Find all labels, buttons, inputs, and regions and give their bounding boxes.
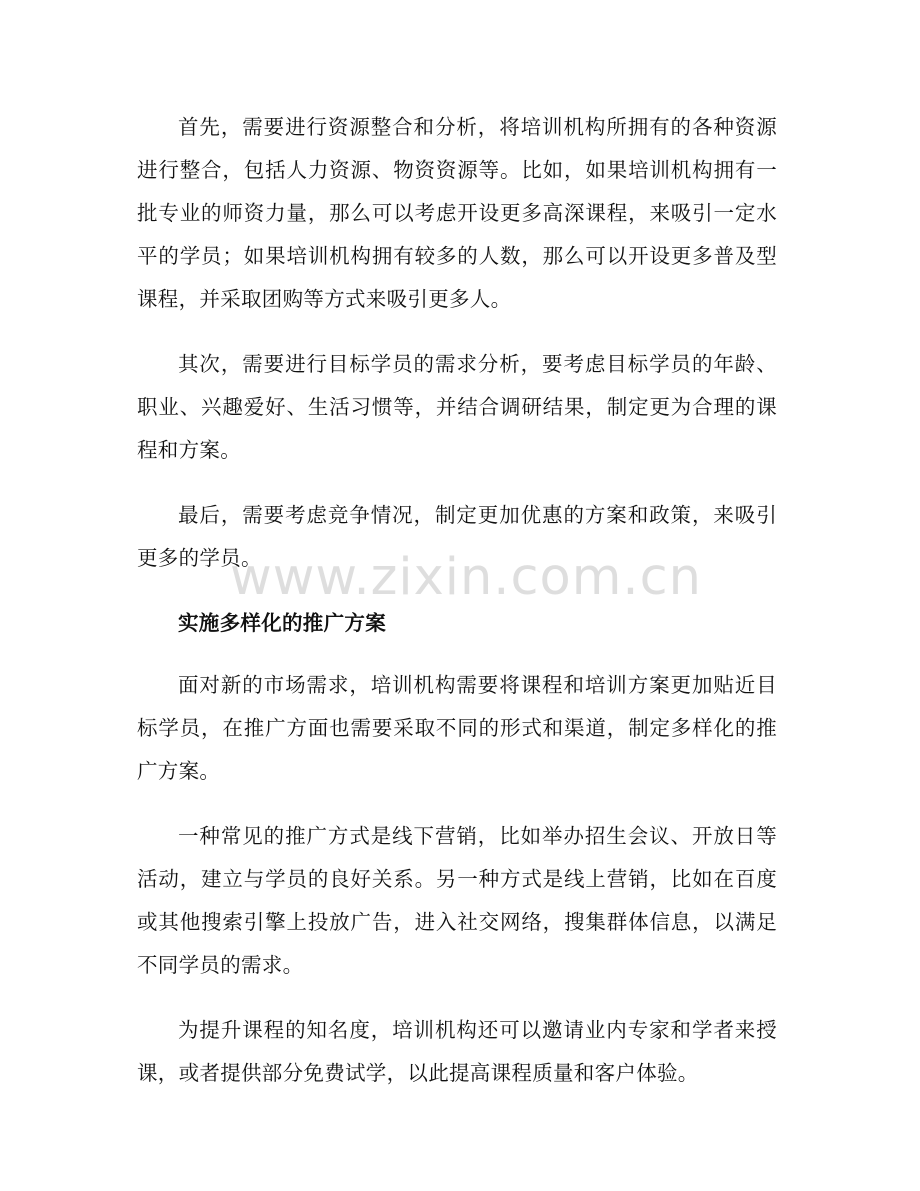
paragraph-market-demand: 面对新的市场需求，培训机构需要将课程和培训方案更加贴近目标学员，在推广方面也需要采取不同的形式和渠道，制定多样化的推广方案。 xyxy=(137,673,777,783)
section-heading: 实施多样化的推广方案 xyxy=(178,611,386,635)
paragraph-competition: 最后，需要考虑竞争情况，制定更加优惠的方案和政策，来吸引更多的学员。 xyxy=(137,503,777,570)
paragraph-resource-integration: 首先，需要进行资源整合和分析，将培训机构所拥有的各种资源进行整合，包括人力资源、物资资源等。比如，如果培训机构拥有一批专业的师资力量，那么可以考虑开设更多高深课程，来吸引一定水平的学员；如果培训机构拥有较多的人数，那么可以开设更多普及型课程，并采取团购等方式来吸引更多人。 xyxy=(137,115,777,311)
paragraph-target-needs: 其次，需要进行目标学员的需求分析，要考虑目标学员的年龄、职业、兴趣爱好、生活习惯等，并结合调研结果，制定更为合理的课程和方案。 xyxy=(137,352,777,462)
paragraph-promotion-methods: 一种常见的推广方式是线下营销，比如举办招生会议、开放日等活动，建立与学员的良好关系。另一种方式是线上营销，比如在百度或其他搜索引擎上投放广告，进入社交网络，搜集群体信息，以满足不同学员的需求。 xyxy=(137,824,777,977)
watermark: www.zixin.com.cn xyxy=(230,548,702,607)
paragraph-course-reputation: 为提升课程的知名度，培训机构还可以邀请业内专家和学者来授课，或者提供部分免费试学，以此提高课程质量和客户体验。 xyxy=(137,1018,777,1085)
